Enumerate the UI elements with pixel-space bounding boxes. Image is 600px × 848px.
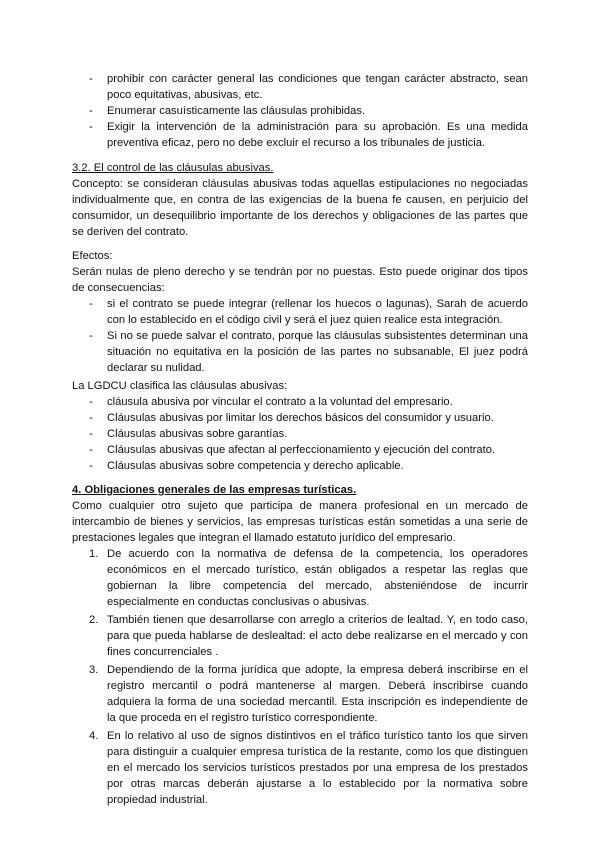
item-number: 4. [89,730,99,742]
effects-intro: Serán nulas de pleno derecho y se tendrán por no puestas. Esto puede originar dos tipos de consecuencias: [72,266,528,294]
effects-list [72,296,528,376]
list-item: - Cláusulas abusivas por limitar los derechos básicos del consumidor y usuario. [72,410,528,426]
item-text: De acuerdo con la normativa de defensa de la competencia, los operadores económicos en el mercado turístico, están obligados a respetar las reglas que gobiernan la libre competencia del mercado, absteniéndose de incurrir especialmente en conductas conclusivas o abusivas. [107,548,528,608]
list-item: - Cláusulas abusivas que afectan al perfeccionamiento y ejecución del contrato. [72,442,528,458]
concept-paragraph: Concepto: se consideran cláusulas abusivas todas aquellas estipulaciones no negociadas individualmente que, en contra de las exigencias de la buena fe causen, en perjuicio del consumidor, un desequilibrio importante de los derechos y obligaciones de las partes que se deriven del contrato. [72,178,528,238]
list-item: - prohibir con carácter general las condiciones que tengan carácter abstracto, sean poco equitativas, abusivas, etc. [72,71,528,103]
list-item: - Cláusulas abusivas sobre competencia y derecho aplicable. [72,458,528,474]
list-item: - Si no se puede salvar el contrato, porque las cláusulas subsistentes determinan una situación no equitativa en la posición de las partes no subsanable, El juez podrá declarar su nulidad. [72,328,528,376]
list-item: - cláusula abusiva por vincular el contrato a la voluntad del empresario. [72,394,528,410]
lgdcu-list [72,394,528,474]
lgdcu-intro: La LGDCU clasifica las cláusulas abusivas: [72,380,288,392]
top-list-block [72,71,528,151]
item-number: 3. [89,664,99,676]
list-item [72,728,528,808]
list-item: - Exigir la intervención de la administración para su aprobación. Es una medida preventiva eficaz, pero no debe excluir el recurso a los tribunales de justicia. [72,119,528,151]
item-number: 1. [89,548,99,560]
list-item: - si el contrato se puede integrar (rellenar los huecos o lagunas), Sarah de acuerdo con lo establecido en el código civil y será el juez quien realice esta integración. [72,296,528,328]
obligations-list [72,546,528,808]
list-item: - Enumerar casuísticamente las cláusulas prohibidas. [72,103,528,119]
item-text: También tienen que desarrollarse con arreglo a criterios de lealtad. Y, en todo caso, para que pueda hablarse de deslealtad: el acto debe realizarse en el mercado y con fines concurrenciales . [107,614,528,658]
list-item [72,612,528,660]
list-item [72,662,528,726]
list-item [72,546,528,610]
effects-label: Efectos: [72,250,113,262]
top-bullet-list [72,71,528,151]
section-heading: 4. Obligaciones generales de las empresas turísticas. [72,484,357,496]
lgdcu-block [72,378,528,474]
item-text: Dependiendo de la forma jurídica que adopte, la empresa deberá inscribirse en el registro mercantil o podrá mantenerse al margen. Deberá inscribirse cuando adquiera la forma de una sociedad mercantil. Esta inscripción es independiente de la que proceda en el registro turístico correspondiente. [107,664,528,724]
section-4 [72,482,528,810]
section-3-2 [72,160,528,240]
list-item: - Cláusulas abusivas sobre garantías. [72,426,528,442]
item-number: 2. [89,614,99,626]
section-heading: 3.2. El control de las cláusulas abusivas. [72,162,274,174]
item-text: En lo relativo al uso de signos distintivos en el tráfico turístico tanto los que sirven para distinguir a cualquier empresa turística de la restante, como los que distinguen en el mercado los servicios turísticos prestados por una empresa de los prestados por otras marcas deberán ajustarse a lo establecido por la normativa sobre propiedad industrial. [107,730,528,806]
effects-block [72,248,528,376]
section-4-intro: Como cualquier otro sujeto que participa de manera profesional en un mercado de intercambio de bienes y servicios, las empresas turísticas están sometidas a una serie de prestaciones legales que integran el llamado estatuto jurídico del empresario. [72,500,528,544]
